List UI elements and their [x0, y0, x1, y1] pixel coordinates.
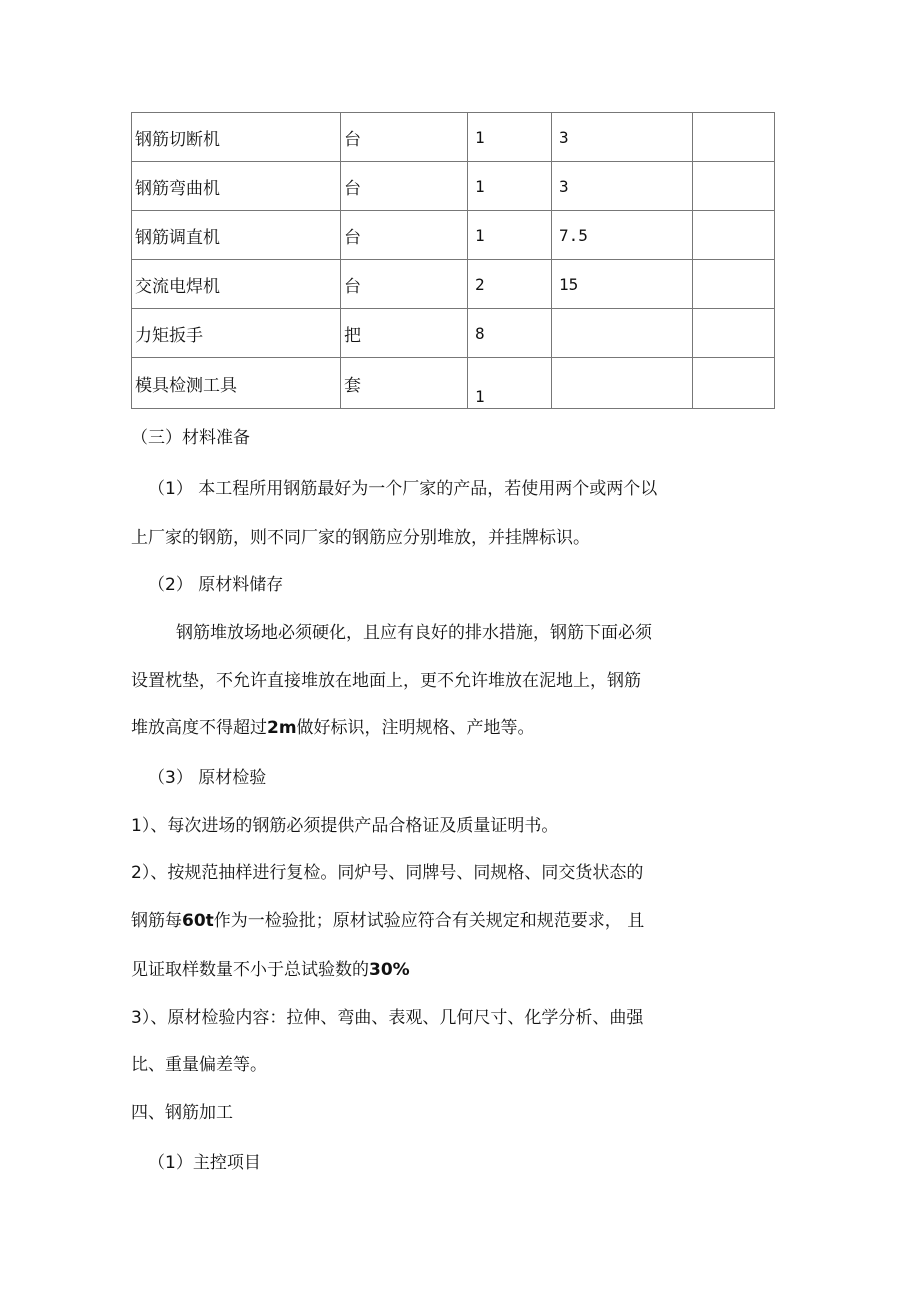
paragraph-storage-line [131, 716, 535, 740]
table-row [132, 113, 775, 162]
text-run: 30% [369, 960, 410, 980]
equipment-name: 钢筋切断机 [132, 113, 341, 162]
paragraph-check-2-line: 2）、按规范抽样进行复检。同炉号、同牌号、同规格、同交货状态的 [131, 863, 644, 883]
table-row [132, 260, 775, 309]
paragraph-storage-line: 设置枕垫，不允许直接堆放在地面上，更不允许堆放在泥地上，钢筋 [131, 671, 641, 691]
equipment-power: 7.5 [552, 211, 693, 260]
equipment-name: 模具检测工具 [132, 358, 341, 409]
paragraph-item-1-line: （1） 本工程所用钢筋最好为一个厂家的产品，若使用两个或两个以 [148, 479, 658, 499]
equipment-quantity: 1 [468, 211, 552, 260]
text-run: 60t [182, 911, 214, 931]
equipment-note [693, 358, 775, 409]
text-run: 2m [267, 718, 297, 738]
equipment-name: 力矩扳手 [132, 309, 341, 358]
text-run: 见证取样数量不小于总试验数的 [131, 960, 369, 980]
equipment-note [693, 211, 775, 260]
text-run: 钢筋每 [131, 911, 182, 931]
equipment-unit: 台 [341, 162, 468, 211]
paragraph-check-1: 1）、每次进场的钢筋必须提供产品合格证及质量证明书。 [131, 816, 559, 836]
paragraph-check-3-line: 3）、原材检验内容：拉伸、弯曲、表观、几何尺寸、化学分析、曲强 [131, 1008, 644, 1028]
equipment-quantity: 1 [468, 162, 552, 211]
text-run: 做好标识，注明规格、产地等。 [296, 718, 535, 738]
table-row [132, 358, 775, 409]
subheading-storage: （2） 原材料储存 [148, 575, 284, 595]
section-heading-materials: （三）材料准备 [131, 428, 250, 448]
section-heading-processing: 四、钢筋加工 [131, 1103, 233, 1123]
equipment-table [131, 112, 775, 409]
equipment-unit: 台 [341, 113, 468, 162]
paragraph-check-2-line [131, 909, 644, 933]
equipment-unit: 把 [341, 309, 468, 358]
subheading-main-items: （1）主控项目 [148, 1153, 261, 1173]
subheading-inspection: （3） 原材检验 [148, 768, 267, 788]
paragraph-check-3-line: 比、重量偏差等。 [131, 1055, 267, 1075]
paragraph-check-2-line [131, 958, 410, 982]
equipment-quantity: 1 [468, 358, 552, 409]
equipment-unit: 台 [341, 211, 468, 260]
equipment-name: 钢筋弯曲机 [132, 162, 341, 211]
equipment-name: 钢筋调直机 [132, 211, 341, 260]
table-row [132, 162, 775, 211]
equipment-unit: 套 [341, 358, 468, 409]
table-row [132, 309, 775, 358]
equipment-power: 3 [552, 113, 693, 162]
equipment-power: 15 [552, 260, 693, 309]
equipment-note [693, 260, 775, 309]
equipment-note [693, 113, 775, 162]
equipment-unit: 台 [341, 260, 468, 309]
equipment-note [693, 309, 775, 358]
equipment-note [693, 162, 775, 211]
equipment-power [552, 309, 693, 358]
table-row [132, 211, 775, 260]
text-run: 作为一检验批；原材试验应符合有关规定和规范要求， 且 [213, 911, 645, 931]
text-run: 堆放高度不得超过 [131, 718, 267, 738]
equipment-quantity: 2 [468, 260, 552, 309]
equipment-quantity: 1 [468, 113, 552, 162]
paragraph-item-1-line: 上厂家的钢筋，则不同厂家的钢筋应分别堆放，并挂牌标识。 [131, 528, 590, 548]
equipment-power: 3 [552, 162, 693, 211]
equipment-power [552, 358, 693, 409]
paragraph-storage-line: 钢筋堆放场地必须硬化，且应有良好的排水措施，钢筋下面必须 [176, 623, 652, 643]
equipment-quantity: 8 [468, 309, 552, 358]
equipment-name: 交流电焊机 [132, 260, 341, 309]
